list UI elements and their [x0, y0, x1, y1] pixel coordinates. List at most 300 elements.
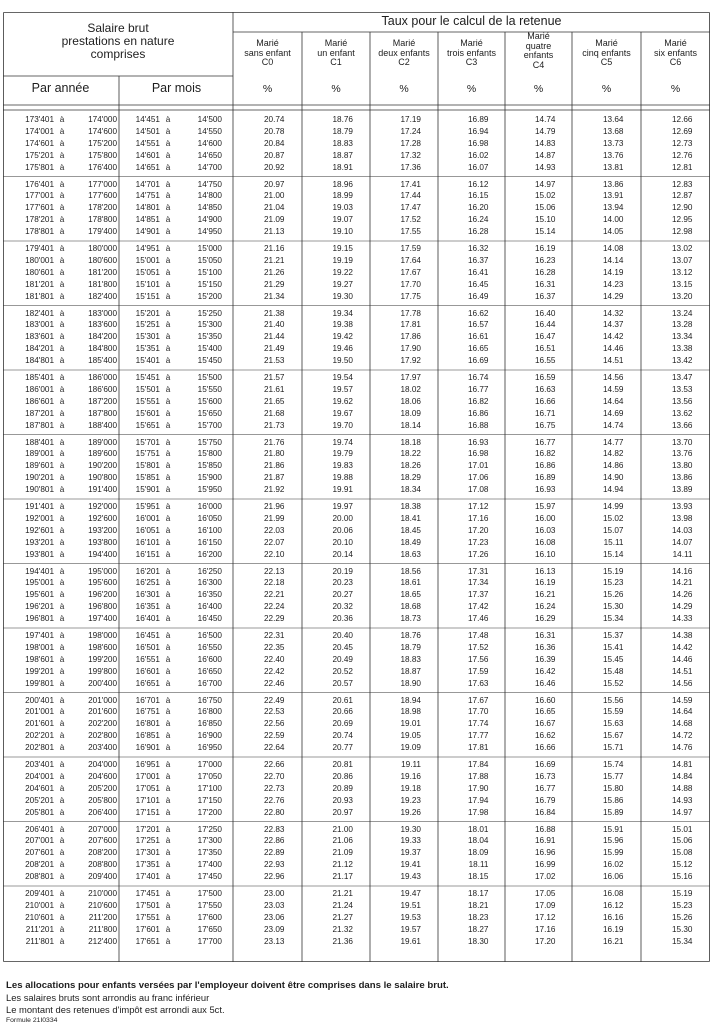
rate-c1: 18.76	[332, 115, 353, 124]
separator-a: à	[59, 924, 65, 934]
rate-c3: 16.49	[468, 291, 489, 301]
month-to: 16'900	[197, 731, 222, 741]
rate-c3: 17.70	[468, 707, 489, 717]
separator-a: à	[165, 267, 171, 277]
month-to: 17'400	[197, 860, 222, 870]
rate-c2: 18.61	[400, 578, 421, 588]
separator-a: à	[165, 179, 171, 189]
rate-c3: 17.46	[468, 614, 489, 624]
rate-c3: 16.93	[468, 437, 489, 447]
rate-c0: 21.68	[264, 408, 285, 418]
rate-c3: 16.15	[468, 191, 489, 201]
rate-c5: 15.71	[603, 743, 624, 753]
rate-c6: 14.93	[672, 795, 693, 805]
separator-a: à	[59, 255, 65, 265]
tax-rate-table	[3, 12, 710, 962]
month-to: 15'750	[197, 437, 222, 447]
year-from: 201'601	[25, 719, 54, 729]
rate-c1: 20.66	[332, 707, 353, 717]
rate-c4: 16.51	[535, 344, 556, 354]
rate-c4: 17.05	[535, 889, 556, 898]
rate-c0: 21.61	[264, 384, 285, 394]
rate-c6: 15.34	[672, 936, 693, 946]
rate-c2: 17.41	[400, 179, 421, 189]
month-to: 15'600	[197, 396, 222, 406]
rate-c4: 17.02	[535, 872, 556, 882]
year-to: 207'600	[88, 836, 117, 846]
rate-c6: 12.66	[672, 115, 693, 124]
year-to: 210'000	[88, 889, 117, 898]
rate-c0: 21.73	[264, 420, 285, 430]
rate-c1: 20.52	[332, 666, 353, 676]
year-to: 174'000	[88, 115, 117, 124]
rate-c1: 21.32	[332, 924, 353, 934]
year-to: 211'800	[88, 924, 117, 934]
separator-a: à	[59, 420, 65, 430]
rate-c2: 19.18	[400, 783, 421, 793]
rate-c6: 14.68	[672, 719, 693, 729]
year-from: 177'001	[25, 191, 54, 201]
rate-c2: 18.45	[400, 525, 421, 535]
separator-a: à	[59, 344, 65, 354]
rate-c2: 18.56	[400, 566, 421, 576]
rate-c6: 15.01	[672, 824, 693, 834]
rate-c6: 12.90	[672, 203, 693, 213]
month-from: 17'551	[135, 912, 160, 922]
footer-form-code: Formule 21I0334	[6, 1017, 58, 1024]
year-to: 199'800	[88, 666, 117, 676]
rate-c1: 19.42	[332, 332, 353, 342]
rate-c6: 14.33	[672, 614, 693, 624]
month-to: 15'150	[197, 279, 222, 289]
separator-a: à	[165, 525, 171, 535]
month-to: 15'250	[197, 308, 222, 318]
rate-c2: 17.24	[400, 126, 421, 136]
rate-c6: 14.07	[672, 537, 693, 547]
separator-a: à	[165, 126, 171, 136]
month-from: 17'051	[135, 783, 160, 793]
separator-a: à	[59, 332, 65, 342]
rate-c4: 16.66	[535, 743, 556, 753]
month-from: 17'301	[135, 848, 160, 858]
separator-a: à	[59, 631, 65, 640]
rate-c6: 13.24	[672, 308, 693, 318]
rate-c6: 13.86	[672, 473, 693, 483]
year-to: 183'000	[88, 308, 117, 318]
separator-a: à	[165, 344, 171, 354]
separator-a: à	[59, 150, 65, 160]
separator-a: à	[165, 215, 171, 225]
unit-percent: %	[533, 83, 544, 95]
rate-c5: 15.99	[603, 848, 624, 858]
rate-c6: 14.59	[672, 695, 693, 705]
year-to: 207'000	[88, 824, 117, 834]
year-from: 174'001	[25, 126, 54, 136]
rate-c6: 15.30	[672, 924, 693, 934]
rate-c3: 17.06	[468, 473, 489, 483]
separator-a: à	[165, 924, 171, 934]
rate-c0: 22.29	[264, 614, 285, 624]
separator-a: à	[165, 795, 171, 805]
year-to: 208'200	[88, 848, 117, 858]
rate-c1: 19.34	[332, 308, 353, 318]
rate-c6: 13.62	[672, 408, 693, 418]
month-to: 15'650	[197, 408, 222, 418]
rate-c0: 21.00	[264, 191, 285, 201]
year-from: 190'801	[25, 485, 54, 495]
rate-c0: 22.10	[264, 549, 285, 559]
rate-c6: 12.73	[672, 138, 693, 148]
separator-a: à	[59, 308, 65, 318]
year-from: 177'601	[25, 203, 54, 213]
rate-c4: 16.67	[535, 719, 556, 729]
month-from: 15'501	[135, 384, 160, 394]
separator-a: à	[59, 244, 65, 253]
month-from: 14'801	[135, 203, 160, 213]
rate-c2: 17.52	[400, 215, 421, 225]
rate-c0: 22.80	[264, 807, 285, 817]
year-to: 209'400	[88, 872, 117, 882]
month-to: 14'650	[197, 150, 222, 160]
year-from: 206'401	[25, 824, 54, 834]
rate-c5: 14.29	[603, 291, 624, 301]
rate-c5: 15.07	[603, 525, 624, 535]
month-from: 17'501	[135, 900, 160, 910]
month-from: 16'951	[135, 760, 160, 769]
month-to: 14'850	[197, 203, 222, 213]
rate-c6: 13.98	[672, 513, 693, 523]
rate-c5: 15.19	[603, 566, 624, 576]
month-from: 16'101	[135, 537, 160, 547]
month-from: 16'151	[135, 549, 160, 559]
header-salaire-brut: Salaire brut prestations en nature comprises	[61, 21, 175, 61]
year-to: 179'400	[88, 227, 117, 237]
month-from: 17'401	[135, 872, 160, 882]
header-col-c5: Marié cinq enfants C5	[582, 38, 631, 67]
rate-c4: 15.10	[535, 215, 556, 225]
rate-c1: 19.74	[332, 437, 353, 447]
rate-c3: 16.89	[468, 115, 489, 124]
rate-c1: 20.74	[332, 731, 353, 741]
rate-c4: 16.84	[535, 807, 556, 817]
month-from: 14'601	[135, 150, 160, 160]
rate-c3: 17.74	[468, 719, 489, 729]
rate-c4: 16.71	[535, 408, 556, 418]
month-from: 15'601	[135, 408, 160, 418]
rate-c6: 13.12	[672, 267, 693, 277]
rate-c4: 14.74	[535, 115, 556, 124]
separator-a: à	[59, 537, 65, 547]
rate-c2: 19.30	[400, 824, 421, 834]
year-from: 198'001	[25, 642, 54, 652]
unit-percent: %	[262, 83, 273, 95]
rate-c0: 21.04	[264, 203, 285, 213]
rate-c2: 17.28	[400, 138, 421, 148]
month-to: 17'100	[197, 783, 222, 793]
rate-c4: 16.42	[535, 666, 556, 676]
rate-c5: 16.02	[603, 860, 624, 870]
rate-c3: 17.77	[468, 731, 489, 741]
rate-c4: 16.47	[535, 332, 556, 342]
rate-c1: 20.77	[332, 743, 353, 753]
rate-c3: 17.20	[468, 525, 489, 535]
rate-c0: 21.34	[264, 291, 285, 301]
separator-a: à	[59, 513, 65, 523]
month-from: 16'201	[135, 566, 160, 576]
rate-c4: 16.03	[535, 525, 556, 535]
rate-c2: 18.87	[400, 666, 421, 676]
rate-c1: 21.17	[332, 872, 353, 882]
rate-c2: 18.79	[400, 642, 421, 652]
rate-c6: 13.66	[672, 420, 693, 430]
year-from: 191'401	[25, 502, 54, 511]
rate-c1: 20.81	[332, 760, 353, 769]
rate-c3: 16.69	[468, 356, 489, 366]
separator-a: à	[59, 654, 65, 664]
rate-c0: 21.29	[264, 279, 285, 289]
year-to: 205'800	[88, 795, 117, 805]
rate-c0: 20.87	[264, 150, 285, 160]
rate-c4: 16.19	[535, 244, 556, 253]
year-from: 186'001	[25, 384, 54, 394]
rate-c2: 17.59	[400, 244, 421, 253]
unit-percent: %	[331, 83, 341, 95]
rate-c2: 19.16	[400, 771, 421, 781]
month-to: 15'850	[197, 461, 222, 471]
separator-a: à	[165, 162, 171, 172]
month-to: 16'950	[197, 743, 222, 753]
month-from: 16'351	[135, 602, 160, 612]
rate-c1: 20.14	[332, 549, 353, 559]
separator-a: à	[165, 203, 171, 213]
rate-c6: 15.08	[672, 848, 693, 858]
year-from: 205'201	[25, 795, 54, 805]
rate-c3: 17.84	[468, 760, 489, 769]
rate-c6: 13.89	[672, 485, 693, 495]
month-from: 16'601	[135, 666, 160, 676]
rate-c2: 18.83	[400, 654, 421, 664]
rate-c5: 14.86	[603, 461, 624, 471]
separator-a: à	[165, 848, 171, 858]
rate-c3: 17.98	[468, 807, 489, 817]
month-to: 14'800	[197, 191, 222, 201]
year-to: 183'600	[88, 320, 117, 330]
year-from: 200'401	[25, 695, 54, 705]
rate-c5: 14.46	[603, 344, 624, 354]
separator-a: à	[165, 860, 171, 870]
separator-a: à	[59, 578, 65, 588]
separator-a: à	[59, 138, 65, 148]
separator-a: à	[165, 461, 171, 471]
separator-a: à	[59, 590, 65, 600]
year-from: 180'601	[25, 267, 54, 277]
rate-c5: 15.67	[603, 731, 624, 741]
month-from: 17'101	[135, 795, 160, 805]
rate-c2: 19.09	[400, 743, 421, 753]
rate-c0: 21.87	[264, 473, 285, 483]
rate-c1: 20.61	[332, 695, 353, 705]
rate-c5: 16.12	[603, 900, 624, 910]
rate-c2: 17.67	[400, 267, 421, 277]
rate-c1: 19.22	[332, 267, 353, 277]
rate-c2: 18.68	[400, 602, 421, 612]
rate-c3: 17.81	[468, 743, 489, 753]
month-from: 15'851	[135, 473, 160, 483]
year-to: 187'200	[88, 396, 117, 406]
rate-c3: 16.82	[468, 396, 489, 406]
month-to: 16'150	[197, 537, 222, 547]
header-par-annee: Par année	[31, 81, 90, 95]
rate-c2: 17.78	[400, 308, 421, 318]
rate-c3: 17.08	[468, 485, 489, 495]
rate-c5: 14.42	[603, 332, 624, 342]
month-from: 16'901	[135, 743, 160, 753]
rate-c4: 17.16	[535, 924, 556, 934]
rate-c2: 18.18	[400, 437, 421, 447]
rate-c6: 12.95	[672, 215, 693, 225]
year-from: 195'001	[25, 578, 54, 588]
rate-c0: 20.97	[264, 179, 285, 189]
month-from: 16'051	[135, 525, 160, 535]
year-from: 176'401	[25, 179, 54, 189]
rate-c6: 13.93	[672, 502, 693, 511]
rate-c6: 15.12	[672, 860, 693, 870]
separator-a: à	[59, 502, 65, 511]
year-to: 205'200	[88, 783, 117, 793]
rate-c0: 21.13	[264, 227, 285, 237]
year-to: 203'400	[88, 743, 117, 753]
year-from: 187'801	[25, 420, 54, 430]
year-from: 185'401	[25, 373, 54, 382]
rate-c2: 18.65	[400, 590, 421, 600]
separator-a: à	[59, 860, 65, 870]
year-to: 188'400	[88, 420, 117, 430]
rate-c5: 15.30	[603, 602, 624, 612]
rate-c3: 17.56	[468, 654, 489, 664]
separator-a: à	[165, 602, 171, 612]
rate-c0: 22.59	[264, 731, 285, 741]
rate-c5: 15.52	[603, 678, 624, 688]
rate-c1: 19.03	[332, 203, 353, 213]
rate-c4: 16.08	[535, 537, 556, 547]
rate-c1: 20.49	[332, 654, 353, 664]
month-from: 16'751	[135, 707, 160, 717]
year-from: 210'001	[25, 900, 54, 910]
rate-c0: 21.16	[264, 244, 285, 253]
separator-a: à	[59, 743, 65, 753]
rate-c6: 14.51	[672, 666, 693, 676]
rate-c1: 19.79	[332, 449, 353, 459]
rate-c6: 12.69	[672, 126, 693, 136]
rate-c0: 22.70	[264, 771, 285, 781]
month-to: 15'300	[197, 320, 222, 330]
rate-c1: 19.70	[332, 420, 353, 430]
separator-a: à	[59, 695, 65, 705]
rate-c3: 18.17	[468, 889, 489, 898]
month-to: 17'500	[197, 889, 222, 898]
rate-c6: 14.03	[672, 525, 693, 535]
separator-a: à	[59, 279, 65, 289]
rate-c4: 16.21	[535, 590, 556, 600]
rate-c2: 18.34	[400, 485, 421, 495]
year-to: 193'200	[88, 525, 117, 535]
separator-a: à	[165, 420, 171, 430]
month-to: 16'550	[197, 642, 222, 652]
separator-a: à	[165, 138, 171, 148]
header-col-c1: Marié un enfant C1	[317, 38, 355, 67]
rate-c2: 17.32	[400, 150, 421, 160]
rate-c1: 18.96	[332, 179, 353, 189]
month-to: 16'600	[197, 654, 222, 664]
separator-a: à	[59, 678, 65, 688]
rate-c4: 16.82	[535, 449, 556, 459]
rate-c6: 14.29	[672, 602, 693, 612]
separator-a: à	[165, 642, 171, 652]
rate-c1: 20.69	[332, 719, 353, 729]
year-to: 208'800	[88, 860, 117, 870]
rate-c0: 22.46	[264, 678, 285, 688]
separator-a: à	[59, 807, 65, 817]
rate-c5: 14.77	[603, 437, 624, 447]
rate-c1: 20.40	[332, 631, 353, 640]
rate-c2: 17.47	[400, 203, 421, 213]
rate-c0: 21.09	[264, 215, 285, 225]
month-to: 16'250	[197, 566, 222, 576]
footer-note-allocations: Les allocations pour enfants versées par l'employeur doivent être comprises dans le salaire brut.	[6, 980, 449, 991]
month-to: 16'300	[197, 578, 222, 588]
month-to: 15'800	[197, 449, 222, 459]
year-from: 204'001	[25, 771, 54, 781]
rate-c2: 19.61	[400, 936, 421, 946]
separator-a: à	[165, 872, 171, 882]
year-from: 187'201	[25, 408, 54, 418]
separator-a: à	[59, 115, 65, 124]
header-par-mois: Par mois	[151, 81, 202, 95]
year-to: 196'200	[88, 590, 117, 600]
separator-a: à	[59, 461, 65, 471]
rate-c2: 18.06	[400, 396, 421, 406]
rate-c5: 15.37	[603, 631, 624, 640]
month-from: 16'501	[135, 642, 160, 652]
rate-c1: 20.57	[332, 678, 353, 688]
rate-c1: 20.00	[332, 513, 353, 523]
rate-c0: 20.78	[264, 126, 285, 136]
separator-a: à	[59, 936, 65, 946]
rate-c1: 20.06	[332, 525, 353, 535]
rate-c1: 19.46	[332, 344, 353, 354]
rate-c4: 14.87	[535, 150, 556, 160]
rate-c5: 16.08	[603, 889, 624, 898]
rate-c6: 13.70	[672, 437, 693, 447]
rate-c1: 20.10	[332, 537, 353, 547]
rate-c3: 16.65	[468, 344, 489, 354]
rate-c4: 15.02	[535, 191, 556, 201]
rate-c0: 22.73	[264, 783, 285, 793]
separator-a: à	[59, 549, 65, 559]
rate-c3: 17.94	[468, 795, 489, 805]
rate-c5: 15.77	[603, 771, 624, 781]
year-to: 198'600	[88, 642, 117, 652]
year-from: 184'801	[25, 356, 54, 366]
year-from: 194'401	[25, 566, 54, 576]
year-from: 202'801	[25, 743, 54, 753]
rate-c2: 17.75	[400, 291, 421, 301]
month-to: 17'550	[197, 900, 222, 910]
rate-c4: 16.66	[535, 396, 556, 406]
separator-a: à	[59, 384, 65, 394]
rate-c4: 16.36	[535, 642, 556, 652]
rate-c3: 17.90	[468, 783, 489, 793]
